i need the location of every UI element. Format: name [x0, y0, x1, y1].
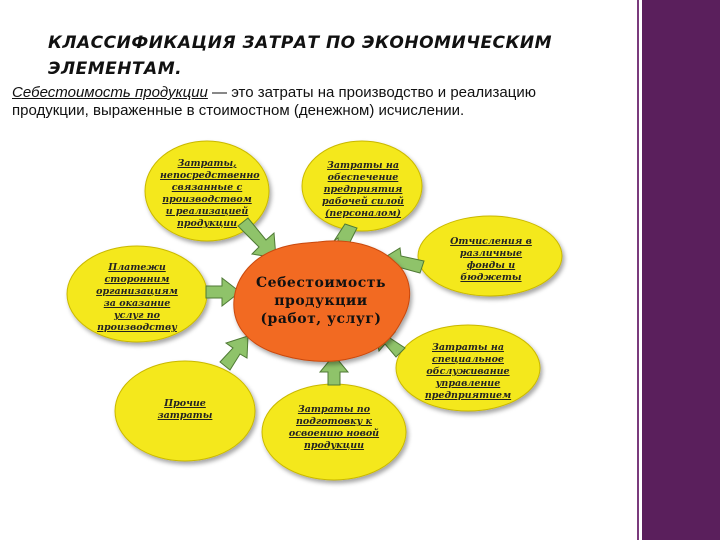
center-node-label: Себестоимость продукции (работ, услуг) — [256, 275, 386, 327]
title-line-2: ЭЛЕМЕНТАМ. — [48, 59, 183, 79]
node-label-other-costs: Прочие затраты — [157, 398, 213, 421]
node-label-management-costs: Затраты на специальное обслуживание управление предприятием — [424, 342, 512, 401]
definition-text: — это затраты на производство и реализацию продукции, выраженные в стоимостном (денежном) исчислении. — [12, 84, 536, 119]
node-label-labor-costs: Затраты на обеспечение предприятия рабочей силой (персоналом) — [322, 160, 404, 219]
title-line-1: КЛАССИФИКАЦИЯ ЗАТРАТ ПО ЭКОНОМИЧЕСКИМ — [48, 33, 553, 53]
node-label-third-party-services: Платежи сторонним организациям за оказание услуг по производству — [96, 262, 178, 333]
arrow-from-other-costs — [220, 336, 248, 370]
node-label-new-product-costs: Затраты по подготовку к освоению новой продукции — [288, 404, 380, 451]
node-label-fund-deductions: Отчисления в различные фонды и бюджеты — [450, 236, 532, 283]
node-label-direct-costs: Затраты, непосредственно связанные с производством и реализацией продукции — [160, 158, 260, 229]
definition-term: Себестоимость продукции — [12, 84, 208, 101]
